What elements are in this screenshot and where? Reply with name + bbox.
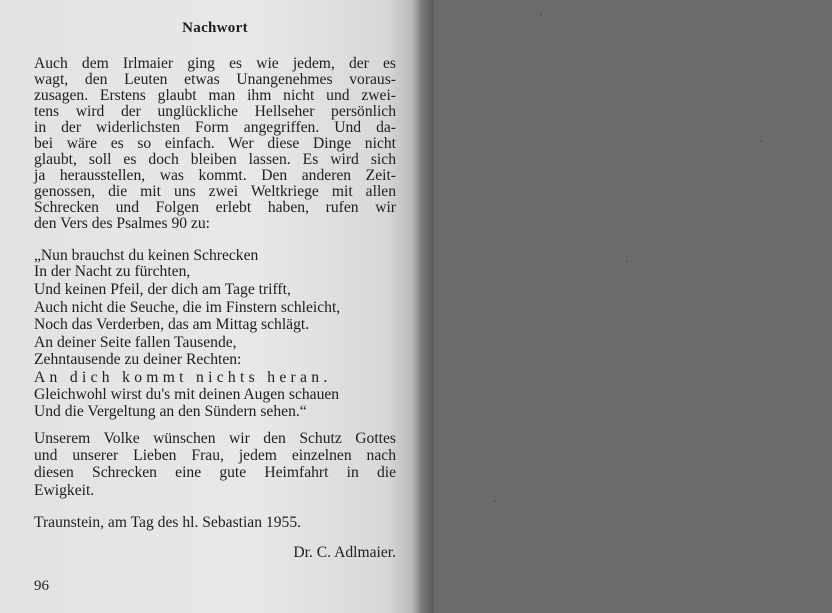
text-line: wagt, den Leuten etwas Unangenehmes voraus- xyxy=(34,71,396,88)
text-line: genossen, die mit uns zwei Weltkriege mit allen xyxy=(34,183,396,200)
psalm-line: „Nun brauchst du keinen Schrecken xyxy=(34,247,259,264)
text-line: Auch dem Irlmaier ging es wie jedem, der es xyxy=(34,55,396,72)
psalm-line: An deiner Seite fallen Tausende, xyxy=(34,334,237,351)
text-line: bei wäre es so einfach. Wer diese Dinge nicht xyxy=(34,135,396,152)
text-line: Schrecken und Folgen erlebt haben, rufen wir xyxy=(34,199,396,216)
text-line: glaubt, soll es doch bleiben lassen. Es wird sich xyxy=(34,151,396,168)
text-line: in der widerlichsten Form angegriffen. Und da- xyxy=(34,119,396,136)
page-title: Nachwort xyxy=(182,20,248,36)
text-line: tens wird der unglückliche Hellseher persönlich xyxy=(34,103,396,120)
psalm-line: Und die Vergeltung an den Sündern sehen.“ xyxy=(34,403,307,420)
psalm-line: In der Nacht zu fürchten, xyxy=(34,263,191,280)
psalm-line: Noch das Verderben, das am Mittag schlägt. xyxy=(34,316,310,333)
text-line: ja herausstellen, was kommt. Den anderen Zeit- xyxy=(34,167,396,184)
psalm-line: Auch nicht die Seuche, die im Finstern schleicht, xyxy=(34,299,341,316)
place-date: Traunstein, am Tag des hl. Sebastian 1955. xyxy=(34,514,302,531)
text-line: Ewigkeit. xyxy=(34,482,95,499)
psalm-line: Gleichwohl wirst du's mit deinen Augen schauen xyxy=(34,386,340,403)
psalm-line-spaced: An dich kommt nichts heran. xyxy=(34,369,332,386)
right-page-blank xyxy=(430,0,832,613)
text-line: Unserem Volke wünschen wir den Schutz Gottes xyxy=(34,430,396,447)
signature: Dr. C. Adlmaier. xyxy=(293,544,396,561)
text-line: den Vers des Psalmes 90 zu: xyxy=(34,215,210,232)
book-gutter xyxy=(412,0,434,613)
page-number: 96 xyxy=(34,578,49,594)
text-line: zusagen. Erstens glaubt man ihm nicht und zwei- xyxy=(34,87,396,104)
psalm-line: Und keinen Pfeil, der dich am Tage trifft, xyxy=(34,281,291,298)
text-line: diesen Schrecken eine gute Heimfahrt in die xyxy=(34,464,396,481)
text-line: und unserer Lieben Frau, jedem einzelnen nach xyxy=(34,447,396,464)
psalm-line: Zehntausende zu deiner Rechten: xyxy=(34,351,242,368)
